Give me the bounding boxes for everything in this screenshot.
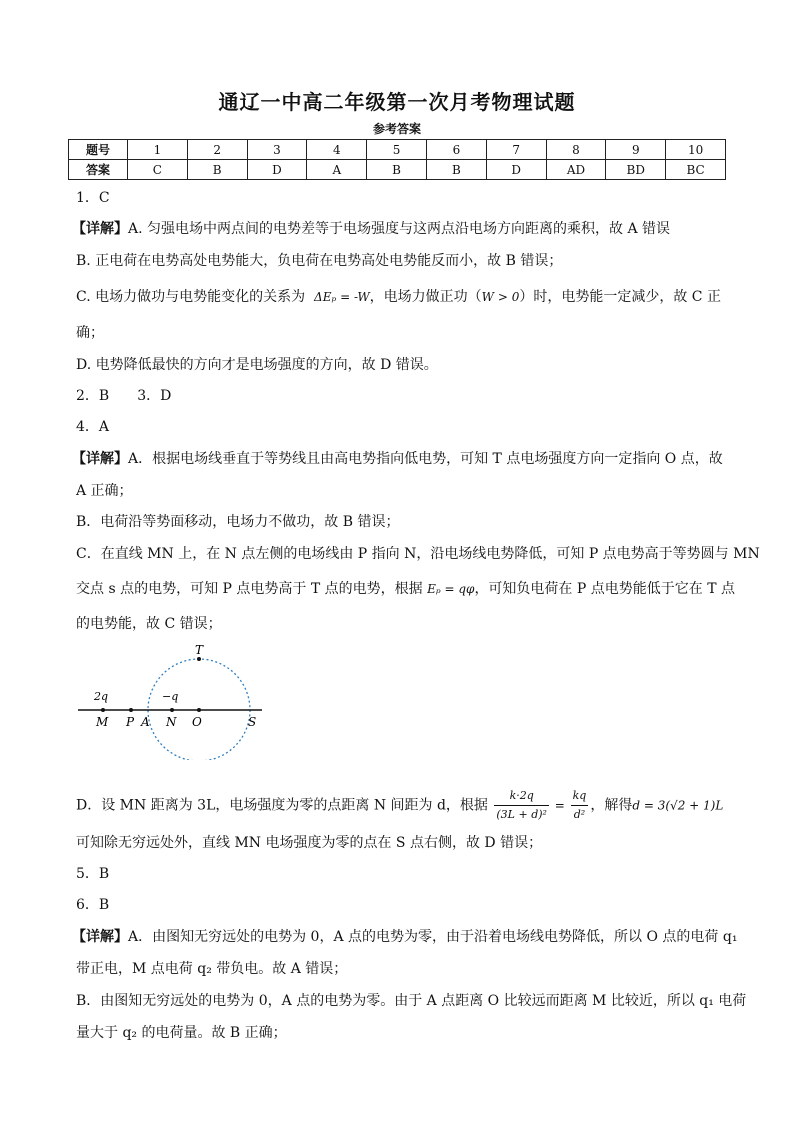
q1-option-d: D. 电势降低最快的方向才是电场强度的方向，故 D 错误。: [76, 357, 438, 373]
table-cell: 2: [187, 140, 247, 160]
text-line: D．设 MN 距离为 3L，电场强度为零的点距离 N 间距为 d，根据: [76, 797, 488, 814]
q1-option-c: [76, 288, 721, 306]
field-diagram: [72, 640, 272, 760]
page-subtitle: 参考答案: [372, 122, 421, 136]
q6-heading: 6．B: [76, 897, 110, 913]
q4-option-b: B．电荷沿等势面移动，电场力不做功，故 B 错误；: [76, 514, 400, 530]
fraction-denominator: d²: [573, 808, 586, 821]
q4-option-c-cont: [76, 580, 735, 598]
fraction-numerator: k·2q: [494, 787, 549, 806]
table-header-cell: 题号: [69, 140, 128, 160]
answer-table: [68, 139, 726, 180]
q4-option-d: [76, 787, 723, 824]
formula: d = 3(√2 + 1)L: [632, 798, 724, 813]
q6-option-a-cont: 带正电，M 点电荷 q₂ 带负电。故 A 错误；: [76, 961, 348, 977]
table-cell: 7: [486, 140, 546, 160]
label-charge-2q: 2q: [94, 690, 109, 703]
q4-option-c: C．在直线 MN 上，在 N 点左侧的电场线由 P 指向 N，沿电场线电势降低，可知 P 点电势高于等势圆与 MN: [76, 546, 760, 562]
text-line: A．根据电场线垂直于等势线且由高电势指向低电势，可知 T 点电场强度方向一定指向 O 点，故: [128, 451, 723, 467]
q4-option-a: [72, 450, 723, 468]
table-cell: BD: [606, 160, 666, 180]
q5-heading: 5．B: [76, 866, 110, 882]
text-line: C. 电场力做功与电势能变化的关系为: [76, 289, 306, 305]
table-cell: 3: [247, 140, 307, 160]
formula: Eₚ = qφ: [427, 582, 475, 596]
label-N: N: [166, 715, 177, 729]
table-cell: D: [247, 160, 307, 180]
detail-tag: 【详解】: [72, 451, 128, 467]
text-line: ，可知负电荷在 P 点电势能低于它在 T 点: [474, 581, 735, 597]
formula: W > 0: [481, 290, 520, 304]
label-S: S: [248, 715, 257, 729]
text-line: 交点 s 点的电势，可知 P 点电势高于 T 点的电势，根据: [76, 581, 423, 597]
point-O-dot: [197, 708, 201, 712]
table-cell: B: [426, 160, 486, 180]
table-cell: 10: [666, 140, 726, 160]
table-cell: B: [187, 160, 247, 180]
q4-option-c-end: 的电势能，故 C 错误；: [76, 616, 222, 632]
label-A: A: [141, 715, 150, 729]
q1-option-b: B. 正电荷在电势高处电势能大，负电荷在电势高处电势能反而小，故 B 错误；: [76, 253, 563, 269]
table-cell: 6: [426, 140, 486, 160]
fraction-numerator: kq: [571, 787, 589, 806]
q6-option-b: B．由图知无穷远处的电势为 0，A 点的电势为零。由于 A 点距离 O 比较远而距离 M 比较近，所以 q₁ 电荷: [76, 993, 747, 1009]
q1-heading: 1．C: [76, 190, 110, 206]
label-charge-minus-q: −q: [162, 690, 179, 703]
q4-option-a-cont: A 正确；: [76, 483, 133, 499]
text-line: A. 匀强电场中两点间的电势差等于电场强度与这两点沿电场方向距离的乘积，故 A 错误: [128, 221, 671, 237]
table-row: [69, 160, 726, 180]
detail-tag: 【详解】: [72, 929, 128, 945]
q2-q3-answers: 2．B 3．D: [76, 388, 172, 404]
text-line: ，解得: [590, 797, 633, 814]
table-cell: D: [486, 160, 546, 180]
table-row: [69, 140, 726, 160]
label-M: M: [96, 715, 109, 729]
q6-option-a: [72, 928, 737, 946]
equals-sign: =: [550, 798, 569, 813]
q6-option-b-cont: 量大于 q₂ 的电荷量。故 B 正确；: [76, 1025, 287, 1041]
point-M-dot: [101, 708, 105, 712]
table-cell: 1: [128, 140, 188, 160]
table-cell: 9: [606, 140, 666, 160]
q4-option-d-cont: 可知除无穷远处外，直线 MN 电场强度为零的点在 S 点右侧，故 D 错误；: [76, 835, 543, 851]
page-title: 通辽一中高二年级第一次月考物理试题: [218, 90, 576, 114]
text-line: A．由图知无穷远处的电势为 0，A 点的电势为零，由于沿着电场线电势降低，所以 O 点的电荷 q₁: [128, 929, 738, 945]
formula: ΔEₚ = -W: [314, 290, 370, 304]
point-T-dot: [197, 657, 201, 661]
point-N-dot: [170, 708, 174, 712]
fraction-denominator: (3L + d)²: [496, 808, 547, 821]
table-cell: 5: [367, 140, 427, 160]
table-cell: B: [367, 160, 427, 180]
table-cell: AD: [546, 160, 606, 180]
table-header-cell: 答案: [69, 160, 128, 180]
text-line: ，电场力做正功（: [369, 289, 482, 305]
label-O: O: [192, 715, 202, 729]
table-cell: 4: [307, 140, 367, 160]
text-line: ）时，电势能一定减少，故 C 正: [519, 289, 721, 305]
label-P: P: [126, 715, 135, 729]
q4-heading: 4．A: [76, 419, 110, 435]
fraction: [494, 787, 549, 824]
detail-tag: 【详解】: [72, 221, 128, 237]
q1-option-c-cont: 确；: [76, 325, 104, 341]
q1-option-a: [72, 220, 670, 238]
table-cell: A: [307, 160, 367, 180]
fraction: [571, 787, 589, 824]
point-P-dot: [129, 708, 133, 712]
table-cell: C: [128, 160, 188, 180]
table-cell: 8: [546, 140, 606, 160]
table-cell: BC: [666, 160, 726, 180]
label-T: T: [195, 643, 204, 657]
